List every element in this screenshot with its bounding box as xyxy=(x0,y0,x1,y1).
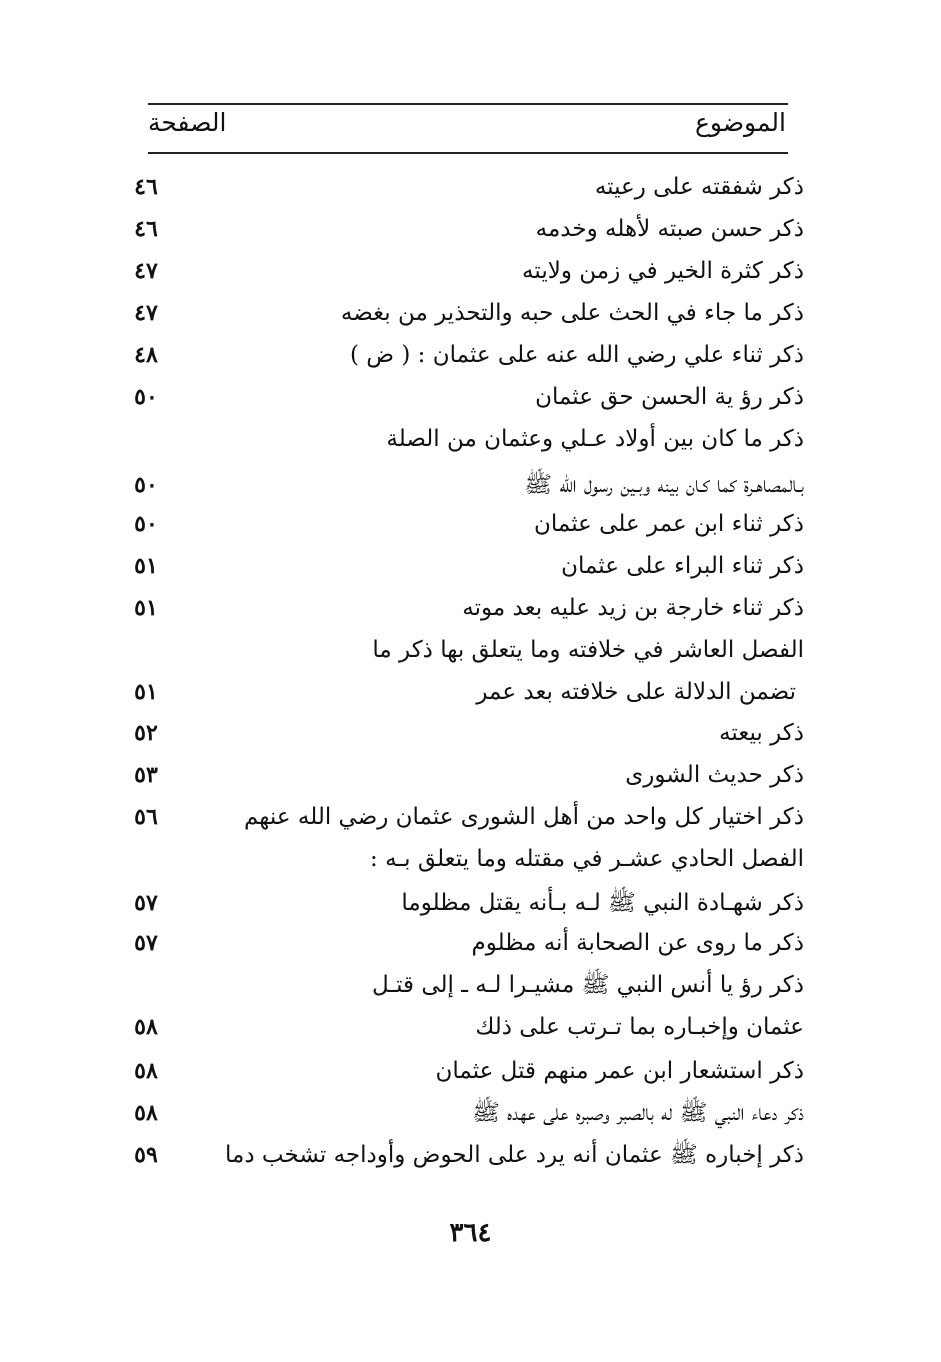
entry-title: ذكر رؤ يا أنس النبي ﷺ مشيـرا لـه ـ إلى قتـل xyxy=(371,972,804,998)
entry-title: ذكر شفقته على رعيته xyxy=(594,174,804,200)
toc-entry xyxy=(0,1050,941,1092)
entry-page-number: ٥٦ xyxy=(134,804,158,830)
entry-page-number: ٤٨ xyxy=(134,342,158,368)
toc-entry xyxy=(0,964,941,1006)
toc-entry xyxy=(0,1134,941,1176)
entry-title: ذكر إخباره ﷺ عثمان أنه يرد على الحوض وأوداجه تشخب دما xyxy=(225,1142,804,1168)
entry-title: ذكر رؤ ية الحسن حق عثمان xyxy=(535,384,804,410)
entry-title: الفصل العاشر في خلافته وما يتعلق بها ذكر ما xyxy=(372,637,804,663)
entry-page-number: ٤٧ xyxy=(134,258,158,284)
column-header-page: الصفحة xyxy=(148,108,227,137)
toc-entry xyxy=(0,671,941,713)
entry-page-number: ٥٣ xyxy=(134,762,158,788)
toc-entry xyxy=(0,292,941,334)
entry-title: ذكر ثناء البراء على عثمان xyxy=(561,553,804,579)
entry-title: ذكر ما روى عن الصحابة أنه مظلوم xyxy=(471,930,804,956)
toc-entry xyxy=(0,712,941,754)
entry-title: الفصل الحادي عشـر في مقتله وما يتعلق بـه : xyxy=(370,846,804,872)
entry-title: ذكر شهـادة النبي ﷺ لـه بـأنه يقتل مظلوما xyxy=(401,890,804,916)
entry-title: بـالمصاهـرة كما كـان بينه وبـين رسول الله ﷺ xyxy=(524,472,804,498)
entry-title: تضمن الدلالة على خلافته بعد عمر xyxy=(476,679,796,705)
toc-entry xyxy=(0,418,941,460)
entry-title: عثمان وإخبـاره بما تـرتب على ذلك xyxy=(475,1014,804,1040)
page-folio-number: ٣٦٤ xyxy=(449,1218,492,1248)
entry-page-number: ٤٦ xyxy=(134,174,158,200)
entry-page-number: ٥٧ xyxy=(134,890,158,916)
toc-entry xyxy=(0,166,941,208)
entry-page-number: ٥١ xyxy=(134,553,158,579)
entry-title: ذكر كثرة الخير في زمن ولايته xyxy=(522,258,804,284)
entry-page-number: ٥٨ xyxy=(134,1014,158,1040)
entry-page-number: ٥٩ xyxy=(134,1142,158,1168)
entry-title: ذكر ما كان بين أولاد عـلي وعثمان من الصلة xyxy=(386,426,804,452)
entry-page-number: ٥١ xyxy=(134,679,158,705)
column-header-topic: الموضوع xyxy=(695,108,786,137)
entry-page-number: ٥٨ xyxy=(134,1058,158,1084)
entry-title: ذكر اختيار كل واحد من أهل الشورى عثمان رضي الله عنهم xyxy=(243,804,804,830)
entry-title: ذكر حسن صبته لأهله وخدمه xyxy=(535,216,804,242)
toc-entry xyxy=(0,503,941,545)
entry-title: ذكر ما جاء في الحث على حبه والتحذير من بغضه xyxy=(340,300,804,326)
entry-page-number: ٤٧ xyxy=(134,300,158,326)
toc-entry xyxy=(0,796,941,838)
entry-page-number: ٥٠ xyxy=(134,472,158,498)
entry-page-number: ٥٠ xyxy=(134,384,158,410)
toc-entry xyxy=(0,838,941,880)
toc-entry xyxy=(0,464,941,506)
entry-title: ذكر استشعار ابن عمر منهم قتل عثمان xyxy=(435,1058,804,1084)
entry-title: ذكر ثناء علي رضي الله عنه على عثمان : ( ض ) xyxy=(350,342,804,368)
entry-page-number: ٥٠ xyxy=(134,511,158,537)
entry-page-number: ٥٢ xyxy=(134,720,158,746)
entry-title: ذكر بيعته xyxy=(719,720,804,746)
toc-entry xyxy=(0,629,941,671)
toc-entry xyxy=(0,250,941,292)
toc-entry xyxy=(0,334,941,376)
toc-entry xyxy=(0,376,941,418)
entry-page-number: ٥٧ xyxy=(134,930,158,956)
entry-page-number: ٥٨ xyxy=(134,1100,158,1126)
entry-title: ذكر دعاء النبي ﷺ له بالصبر وصبره على عهده ﷺ xyxy=(472,1100,804,1126)
header-top-rule xyxy=(148,103,788,105)
toc-entry xyxy=(0,882,941,924)
entry-title: ذكر ثناء خارجة بن زيد عليه بعد موته xyxy=(462,595,804,621)
entry-page-number: ٥١ xyxy=(134,595,158,621)
header-bottom-rule xyxy=(148,152,788,154)
toc-entry xyxy=(0,587,941,629)
entry-title: ذكر حديث الشورى xyxy=(625,762,804,788)
toc-entry xyxy=(0,545,941,587)
toc-entry xyxy=(0,754,941,796)
toc-entry xyxy=(0,1092,941,1134)
toc-entry xyxy=(0,1006,941,1048)
entry-page-number: ٤٦ xyxy=(134,216,158,242)
toc-entry xyxy=(0,922,941,964)
entry-title: ذكر ثناء ابن عمر على عثمان xyxy=(534,511,804,537)
toc-entry xyxy=(0,208,941,250)
